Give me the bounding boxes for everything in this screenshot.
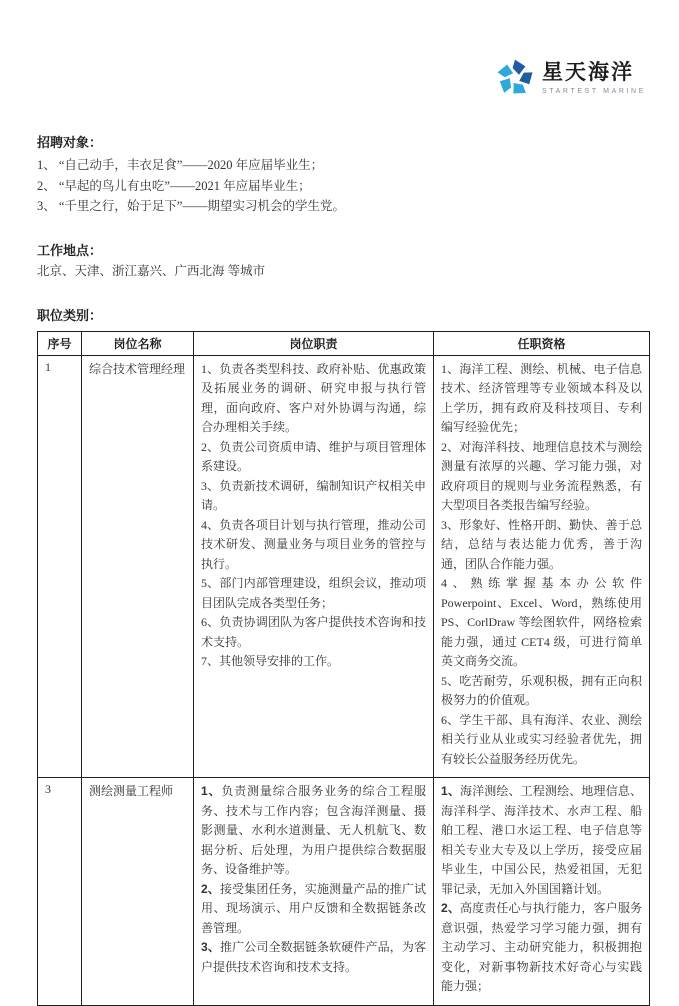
cell-paragraph: 1、海洋测绘、工程测绘、地理信息、海洋科学、海洋技术、水声工程、船舶工程、港口水运工程、电子信息等相关专业大专及以上学历，接受应届毕业生，中国公民，热爱祖国，无犯罪记录，无加入外国国籍计划。	[441, 784, 642, 896]
target-list-item: 1、 “自己动手，丰衣足食”——2020 年应届毕业生；	[37, 158, 324, 172]
cell-paragraph: 2、负责公司资质申请、维护与项目管理体系建设。	[201, 439, 426, 473]
col-header-duties: 岗位职责	[194, 331, 434, 355]
table-row	[38, 778, 650, 1006]
logo-name-cn: 星天海洋	[542, 60, 635, 84]
cell-paragraph: 1、海洋工程、测绘、机械、电子信息技术、经济管理等专业领域本科及以上学历，拥有政府及科技项目、专利编写经验优先；	[441, 361, 642, 434]
row-number-cell: 3	[38, 778, 82, 1006]
target-list-item: 3、 “千里之行，始于足下”——期望实习机会的学生党。	[37, 199, 345, 213]
cell-paragraph: 6、负责协调团队为客户提供技术咨询和技术支持。	[201, 615, 426, 649]
cell-paragraph: 7、其他领导安排的工作。	[201, 654, 340, 668]
logo-text	[542, 62, 646, 95]
duties-cell	[194, 778, 434, 1006]
cell-paragraph: 3、负责新技术调研，编制知识产权相关申请。	[201, 478, 426, 512]
positions-table	[37, 331, 650, 1006]
document-content	[37, 133, 649, 1006]
cell-paragraph: 2、对海洋科技、地理信息技术与测绘测量有浓厚的兴趣、学习能力强，对政府项目的规则与业务流程熟悉，有大型项目各类报告编写经验。	[441, 439, 642, 512]
col-header-no: 序号	[38, 331, 82, 355]
cell-paragraph: 4、熟练掌握基本办公软件 Powerpoint、Excel、Word，熟练使用 PS、CorlDraw 等绘图软件，网络检索能力强，通过 CET4 级，可进行简单英文商务交流。	[441, 576, 642, 668]
locations-text: 北京、天津、浙江嘉兴、广西北海 等城市	[37, 263, 266, 278]
cell-paragraph: 1、负责各类型科技、政府补贴、优惠政策及拓展业务的调研、研究申报与执行管理，面向政府、客户对外协调与沟通，综合办理相关手续。	[201, 361, 426, 434]
cell-paragraph: 5、吃苦耐劳，乐观积极，拥有正向积极努力的价值观。	[441, 673, 642, 707]
table-row	[38, 355, 650, 778]
row-number-cell: 1	[38, 355, 82, 778]
position-title-cell: 测绘测量工程师	[82, 778, 194, 1006]
cell-paragraph: 5、部门内部管理建设，组织会议，推动项目团队完成各类型任务；	[201, 576, 426, 610]
target-list-item: 2、 “早起的鸟儿有虫吃”——2021 年应届毕业生；	[37, 178, 311, 193]
company-logo	[495, 58, 646, 98]
cell-paragraph: 4、负责各项目计划与执行管理，推动公司技术研发、测量业务与项目业务的管控与执行。	[201, 517, 426, 571]
position-title-cell: 综合技术管理经理	[82, 355, 194, 778]
targets-heading: 招聘对象：	[37, 135, 103, 150]
pinwheel-star-icon	[495, 58, 535, 98]
col-header-position-name: 岗位名称	[82, 331, 194, 355]
targets-list	[37, 155, 649, 217]
cell-paragraph: 3、推广公司全数据链条软硬件产品，为客户提供技术咨询和技术支持。	[201, 940, 426, 974]
cell-paragraph: 2、接受集团任务，实施测量产品的推广试用、现场演示、用户反馈和全数据链条改善管理。	[201, 881, 426, 935]
logo-name-en: STARTEST MARINE	[542, 87, 646, 95]
cell-paragraph: 6、学生干部、具有海洋、农业、测绘相关行业从业或实习经验者优先，拥有较长公益服务经历优先。	[441, 712, 642, 766]
qualifications-cell	[434, 355, 650, 778]
qualifications-cell	[434, 778, 650, 1006]
cell-paragraph: 1、负责测量综合服务业务的综合工程服务、技术与工作内容；包含海洋测量、摄影测量、水利水道测量、无人机航飞、数据分析、后处理，为用户提供综合数据服务、设备维护等。	[201, 784, 426, 876]
cell-paragraph: 3、形象好、性格开朗、勤快、善于总结，总结与表达能力优秀，善于沟通，团队合作能力强。	[441, 517, 642, 571]
duties-cell	[194, 355, 434, 778]
positions-heading: 职位类别：	[37, 307, 103, 323]
cell-paragraph: 2、高度责任心与执行能力，客户服务意识强，热爱学习学习能力强，拥有主动学习、主动研究能力，积极拥抱变化，对新事物新技术好奇心与实践能力强；	[441, 901, 642, 993]
locations-heading: 工作地点：	[37, 242, 103, 258]
table-header-row	[38, 331, 650, 355]
col-header-qualifications: 任职资格	[434, 331, 650, 355]
